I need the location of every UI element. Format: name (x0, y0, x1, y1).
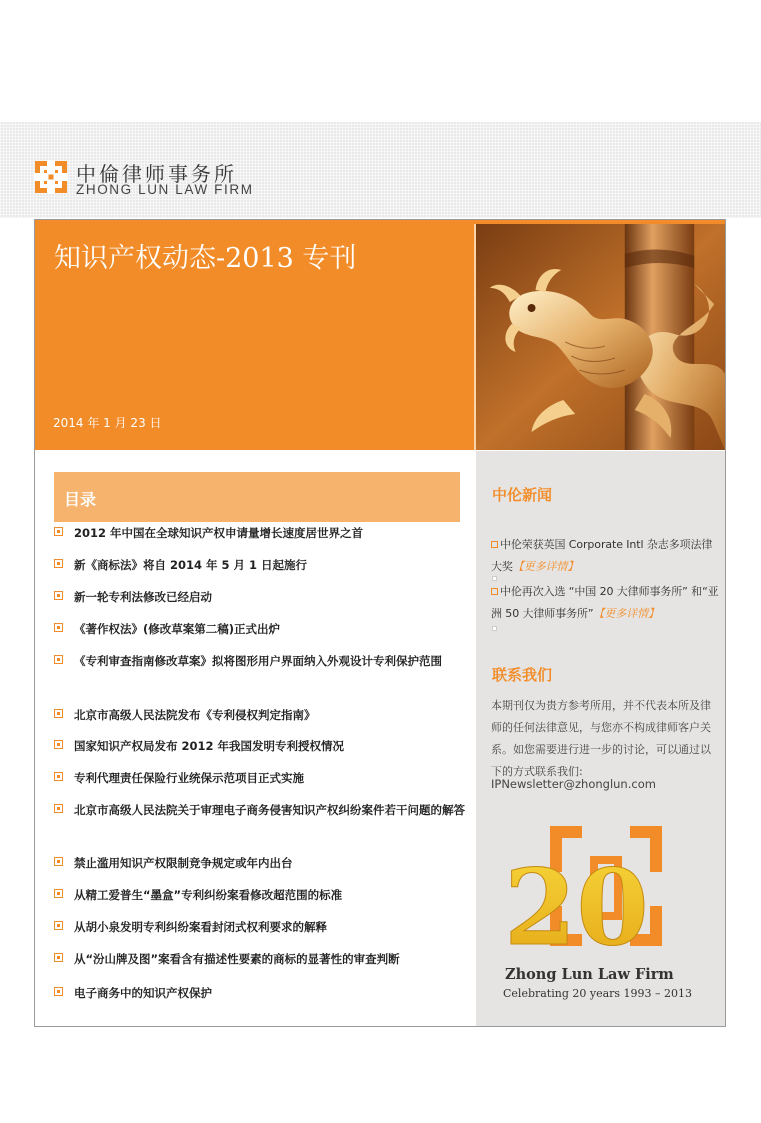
toc-item[interactable] (54, 554, 466, 576)
badge-subtitle: Celebrating 20 years 1993 – 2013 (503, 987, 693, 1000)
toc-item[interactable] (54, 767, 466, 789)
toc-item-label: 禁止滥用知识产权限制竞争规定或年内出台 (74, 856, 293, 870)
toc-item-label: 2012 年中国在全球知识产权申请量增长速度居世界之首 (74, 526, 364, 540)
bullet-square-icon (492, 626, 497, 631)
bullet-square-icon (54, 804, 63, 813)
toc-item-label: 国家知识产权局发布 2012 年我国发明专利授权情况 (74, 739, 345, 753)
bullet-square-icon (54, 857, 63, 866)
contact-heading: 联系我们 (492, 666, 553, 684)
toc-item-label: 从胡小泉发明专利纠纷案看封闭式权利要求的解释 (74, 920, 327, 934)
firm-name-en: ZHONG LUN LAW FIRM (76, 182, 254, 197)
bullet-square-icon (54, 889, 63, 898)
bullet-square-icon (491, 588, 498, 595)
toc-item-label: 专利代理责任保险行业统保示范项目正式实施 (74, 771, 304, 785)
toc-item-label: 从精工爱普生“墨盒”专利纠纷案看修改超范围的标准 (74, 888, 343, 902)
toc-heading: 目录 (64, 490, 97, 509)
toc-item[interactable] (54, 884, 466, 906)
more-details-link[interactable]: 【更多详情】 (512, 560, 579, 573)
toc-item-label: 北京市高级人民法院发布《专利侵权判定指南》 (74, 708, 316, 722)
toc-item[interactable] (54, 522, 466, 544)
badge-number: 20 (504, 846, 649, 958)
zhonglun-logo-icon (34, 160, 68, 194)
toc-item-label: 电子商务中的知识产权保护 (74, 986, 212, 1000)
bullet-square-icon (54, 921, 63, 930)
issue-date: 2014 年 1 月 23 日 (53, 416, 162, 430)
bullet-square-icon (54, 953, 63, 962)
toc-item-label: 新一轮专利法修改已经启动 (74, 590, 212, 604)
toc-item-label: 新《商标法》将自 2014 年 5 月 1 日起施行 (74, 558, 308, 572)
badge-firm-name: Zhong Lun Law Firm (505, 966, 674, 983)
toc-item[interactable] (54, 799, 466, 821)
bullet-square-icon (54, 987, 63, 996)
toc-item[interactable] (54, 586, 466, 608)
news-item-text: 中伦再次入选 “中国 20 大律师事务所” 和“亚洲 50 大律师事务所” (491, 585, 719, 620)
firm-name-cn: 中倫律师事务所 (76, 162, 237, 186)
bullet-square-icon (54, 623, 63, 632)
contact-text: 本期刊仅为贵方参考所用，并不代表本所及律师的任何法律意见，与您亦不构成律师客户关系。如您需要进行进一步的讨论，可以通过以下的方式联系我们: (491, 699, 711, 778)
toc-item-label: 北京市高级人民法院关于审理电子商务侵害知识产权纠纷案件若干问题的解答 (74, 803, 465, 817)
page-title: 知识产权动态-2013 专刊 (54, 243, 357, 274)
toc-header-band (54, 472, 460, 522)
news-item[interactable] (491, 534, 721, 578)
toc-item-label: 《专利审查指南修改草案》拟将图形用户界面纳入外观设计专利保护范围 (74, 654, 442, 668)
toc-item-label: 从“汾山牌及图”案看含有描述性要素的商标的显著性的审查判断 (74, 952, 400, 966)
bullet-square-icon (54, 772, 63, 781)
news-item[interactable] (491, 581, 721, 625)
news-heading: 中伦新闻 (492, 486, 553, 504)
toc-item[interactable] (54, 852, 466, 874)
bullet-square-icon (491, 541, 498, 548)
news-item-text: 中伦荣获英国 Corporate Intl 杂志多项法律大奖 (491, 538, 713, 573)
bullet-square-icon (54, 740, 63, 749)
toc-item[interactable] (54, 735, 466, 757)
toc-item[interactable] (54, 982, 466, 1004)
toc-item[interactable] (54, 916, 466, 938)
toc-item-label: 《著作权法》(修改草案第二稿)正式出炉 (74, 622, 281, 636)
20-years-anniversary-icon (500, 822, 680, 958)
more-details-link[interactable]: 【更多详情】 (593, 607, 659, 620)
bullet-square-icon (54, 559, 63, 568)
firm-logo[interactable] (34, 160, 274, 204)
contact-email-link[interactable]: IPNewsletter@zhonglun.com (491, 777, 656, 791)
toc-item[interactable] (54, 650, 466, 672)
golden-dragon-image (474, 224, 725, 450)
bullet-square-icon (54, 591, 63, 600)
bullet-square-icon (54, 655, 63, 664)
bullet-square-icon (54, 527, 63, 536)
toc-item[interactable] (54, 948, 466, 970)
toc-item[interactable] (54, 618, 466, 640)
toc-item[interactable] (54, 704, 466, 726)
bullet-square-icon (54, 709, 63, 718)
